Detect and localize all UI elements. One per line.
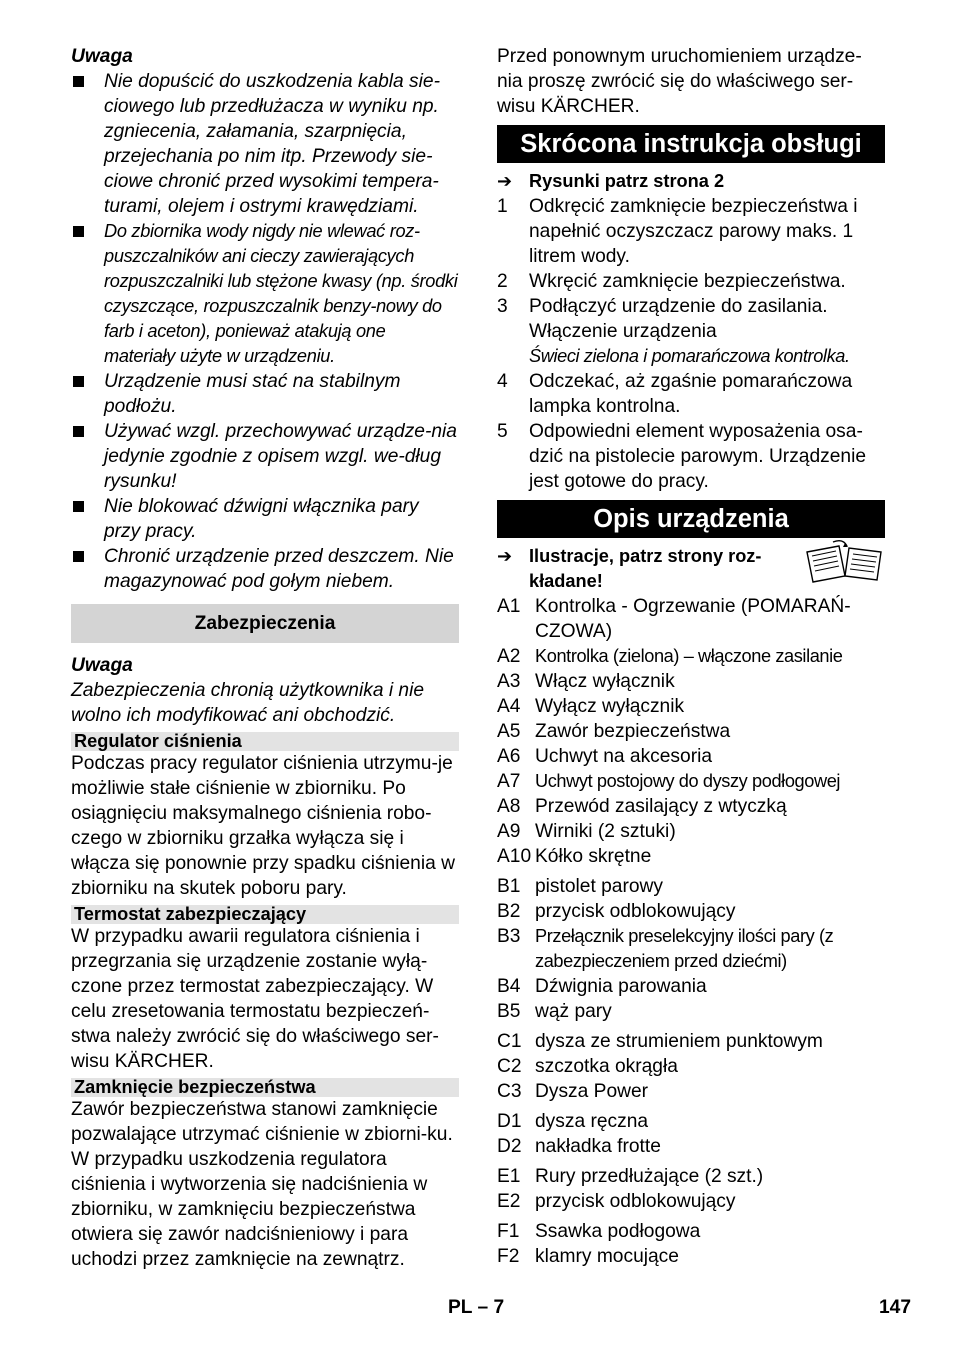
list-item: B4 Dźwignia parowania [497,976,707,997]
list-item: Do zbiornika wody nigdy nie wlewać roz-puszczalników ani cieczy zawierających rozpuszczalniki lub stężone kwasy (np. środki czyszczące, rozpuszczalnik benzy-nowy do farb i aceton), ponieważ atakują one materiały użyte w urządzeniu. [71,219,459,369]
footer-language-page: PL – 7 [448,1297,505,1318]
figure-reference: ➔ Ilustracje, patrz strony roz-kładane! [497,546,762,591]
list-item: A9 Wirniki (2 sztuki) [497,821,676,842]
square-bullet-icon [73,76,84,87]
foldout-book-icon [803,538,885,584]
list-item: Używać wzgl. przechowywać urządze-nia jedynie zgodnie z opisem wzgl. we-dług rysunku! [71,419,459,494]
left-column [71,44,459,1272]
list-item: Chronić urządzenie przed deszczem. Nie magazynować pod gołym niebem. [71,544,459,594]
steps-list [497,194,885,494]
footer-page-number: 147 [879,1297,912,1318]
parts-list-a [497,594,885,869]
right-column [497,44,885,1269]
list-item: Nie dopuścić do uszkodzenia kabla sie-ciowego lub przedłużacza w wyniku np. zgniecenia, załamania, szarpnięcia, przejechania po nim itp. Przewody sie-ciowe chronić przed wysokimi tempera-turami, olejem i ostrymi krawędziami. [71,69,459,219]
parts-list-b [497,874,885,1024]
list-item: 5 Odpowiedni element wyposażenia osa-dzić na pistolecie parowym. Urządzenie jest gotowe do pracy. [497,421,866,492]
parts-list-d [497,1109,885,1159]
list-item: B5 wąż pary [497,1001,612,1022]
parts-list-e [497,1164,885,1214]
square-bullet-icon [73,376,84,387]
paragraph: Podczas pracy regulator ciśnienia utrzymu-je możliwie stałe ciśnienie w zbiorniku. Po osiągnięciu maksymalnego ciśnienia robo-czego w zbiorniku grzałka wyłącza się i włącza się ponownie przy spadku ciśnienia w zbiorniku na skutek poboru pary. [71,753,455,899]
list-item: C1 dysza ze strumieniem punktowym [497,1031,823,1052]
square-bullet-icon [73,551,84,562]
list-item: A7 Uchwyt postojowy do dyszy podłogowej [497,771,841,792]
list-item: E1 Rury przedłużające (2 szt.) [497,1166,764,1187]
subheading-safety-thermostat: Termostat zabezpieczający [71,905,459,924]
list-item: D1 dysza ręczna [497,1111,649,1132]
list-item: A3 Włącz wyłącznik [497,671,675,692]
list-item: A8 Przewód zasilający z wtyczką [497,796,787,817]
list-item: F2 klamry mocujące [497,1246,679,1267]
list-item: B2 przycisk odblokowujący [497,901,736,922]
parts-list-f [497,1219,885,1269]
list-item: 4 Odczekać, aż zgaśnie pomarańczowa lampka kontrolna. [497,371,853,417]
note-title: Uwaga [71,46,133,67]
list-item: C2 szczotka okrągła [497,1056,678,1077]
list-item: E2 przycisk odblokowujący [497,1191,736,1212]
square-bullet-icon [73,426,84,437]
list-item: 3 Podłączyć urządzenie do zasilania. Włączenie urządzenia Świeci zielona i pomarańczowa kontrolka. [497,296,850,366]
square-bullet-icon [73,226,84,237]
illustration-reference [497,544,885,594]
section-heading-safety: Zabezpieczenia [71,604,459,643]
section-heading-device-description: Opis urządzenia [497,500,885,538]
paragraph: Przed ponownym uruchomieniem urządze-nia proszę zwrócić się do właściwego ser-wisu KÄRCHER. [497,46,862,117]
list-item: 1 Odkręcić zamknięcie bezpieczeństwa i napełnić oczyszczacz parowy maks. 1 litrem wody. [497,196,858,267]
list-item: C3 Dysza Power [497,1081,649,1102]
list-item: B3 Przełącznik preselekcyjny ilości pary (z zabezpieczeniem przed dziećmi) [497,926,834,971]
list-item: A4 Wyłącz wyłącznik [497,696,685,717]
paragraph: Zawór bezpieczeństwa stanowi zamknięcie pozwalające utrzymać ciśnienie w zbiorni-ku. W przypadku uszkodzenia regulatora ciśnienia i wytworzenia się nadciśnienia w zbiorniku, w zamknięciu bezpieczeństwa otwiera się zawór nadciśnieniowy i para uchodzi przez zamknięcie na zewnątrz. [71,1099,453,1270]
list-item: A1 Kontrolka - Ogrzewanie (POMARAŃ-CZOWA) [497,596,851,642]
list-item: A5 Zawór bezpieczeństwa [497,721,731,742]
list-item: Urządzenie musi stać na stabilnym podłożu. [71,369,459,419]
list-item: 2 Wkręcić zamknięcie bezpieczeństwa. [497,271,846,292]
subheading-safety-lock: Zamknięcie bezpieczeństwa [71,1078,459,1097]
paragraph: W przypadku awarii regulatora ciśnienia i przegrzania się urządzenie zostanie wyłą-czone przez termostat zabezpieczający. W celu zresetowania termostatu bezpieczeń-stwa należy zwrócić się do właściwego ser-wisu KÄRCHER. [71,926,439,1072]
parts-list-c [497,1029,885,1104]
list-item: F1 Ssawka podłogowa [497,1221,701,1242]
list-item: B1 pistolet parowy [497,876,663,897]
list-item: A10 Kółko skrętne [497,846,652,867]
list-item: Nie blokować dźwigni włącznika pary przy pracy. [71,494,459,544]
square-bullet-icon [73,501,84,512]
note-title: Uwaga [71,655,133,676]
arrow-right-icon: ➔ [497,546,513,566]
list-item: A2 Kontrolka (zielona) – włączone zasilanie [497,646,843,667]
section-heading-quick-guide: Skrócona instrukcja obsługi [497,125,885,163]
figure-reference: ➔ Rysunki patrz strona 2 [497,169,885,194]
arrow-right-icon: ➔ [497,171,513,191]
subheading-pressure-regulator: Regulator ciśnienia [71,732,459,751]
list-item: D2 nakładka frotte [497,1136,661,1157]
list-item: A6 Uchwyt na akcesoria [497,746,713,767]
warning-list [71,69,459,594]
note-text: Zabezpieczenia chronią użytkownika i nie wolno ich modyfikować ani obchodzić. [71,680,425,726]
